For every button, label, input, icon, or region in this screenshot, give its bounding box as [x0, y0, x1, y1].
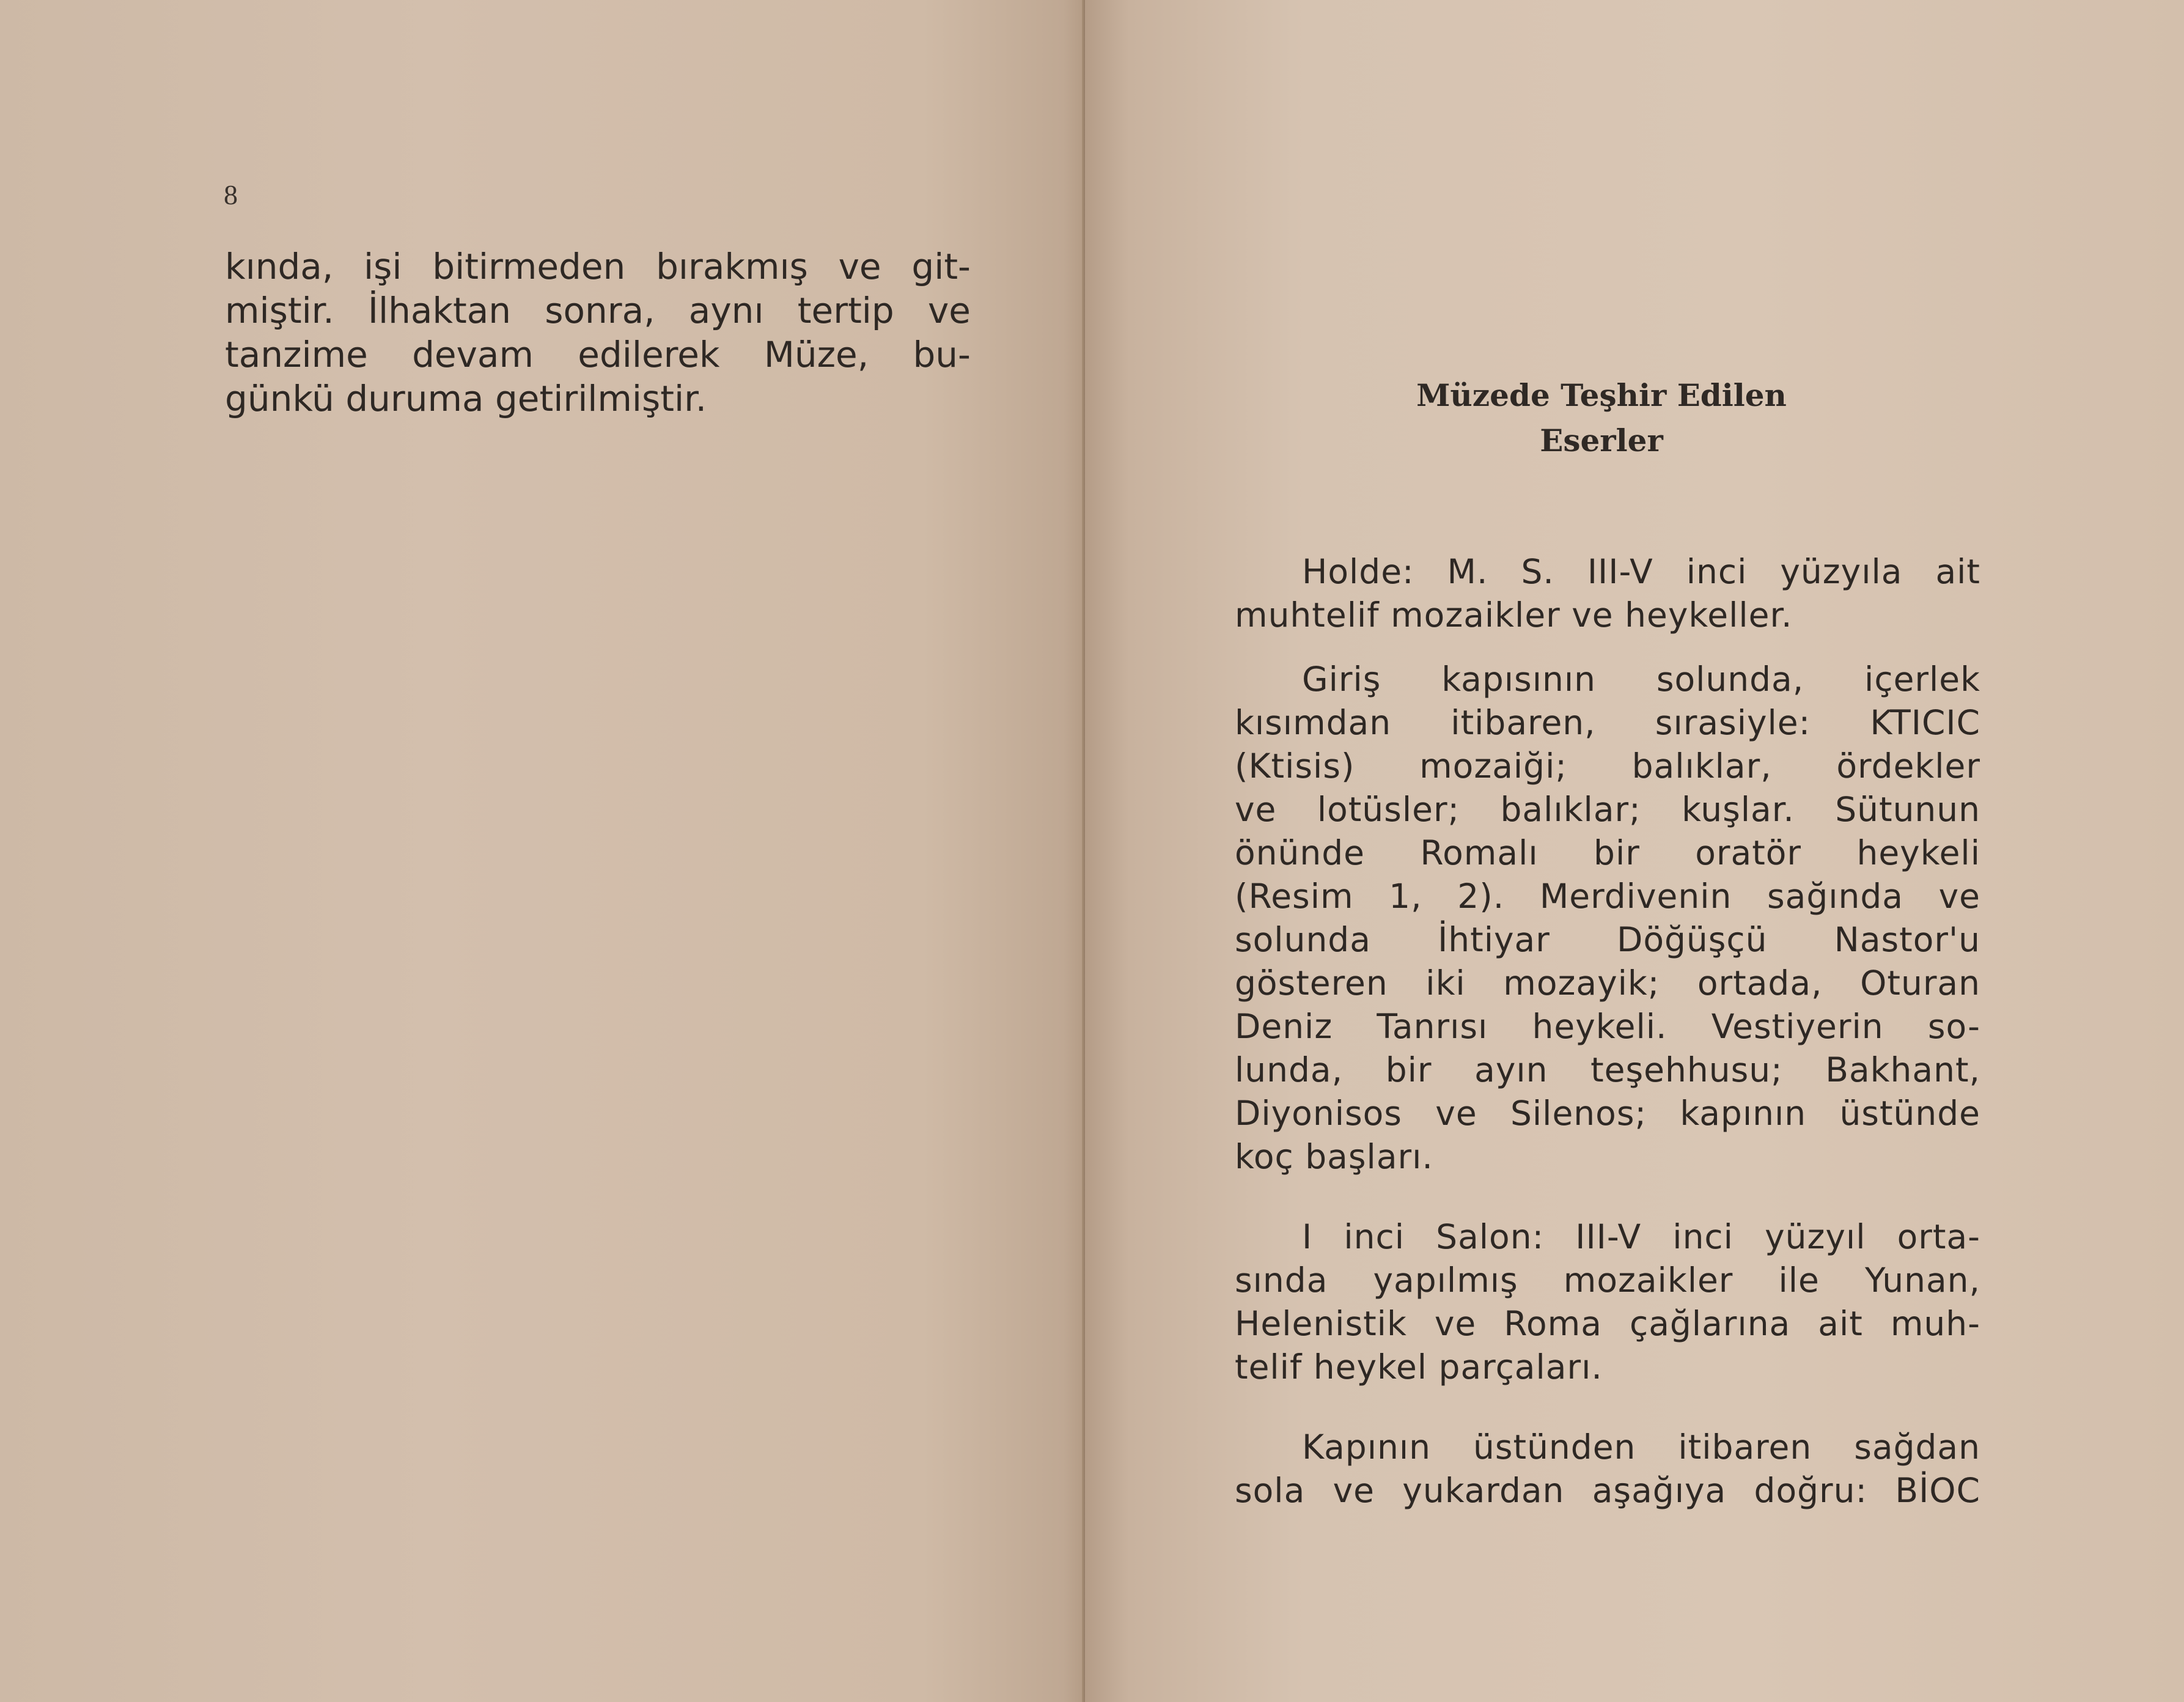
text-line: telif heykel parçaları. — [1235, 1347, 1603, 1387]
paragraph-giris — [1235, 658, 1980, 1179]
text-line: Giriş kapısının solunda, içerlek — [1302, 660, 1980, 699]
text-line: muhtelif mozaikler ve heykeller. — [1235, 595, 1793, 635]
text-line: kısımdan itibaren, sırasiyle: KTICIC — [1235, 703, 1980, 742]
paragraph-holde — [1235, 550, 1980, 637]
left-page-text — [225, 245, 971, 421]
text-line: Holde: M. S. III-V inci yüzyıla ait — [1302, 552, 1980, 591]
text-line: lunda, bir ayın teşehhusu; Bakhant, — [1235, 1050, 1980, 1089]
text-line: sında yapılmış mozaikler ile Yunan, — [1235, 1261, 1980, 1300]
section-heading — [1357, 373, 1846, 463]
text-line: (Resim 1, 2). Merdivenin sağında ve — [1235, 877, 1980, 916]
text-line: sola ve yukardan aşağıya doğru: BİOC — [1235, 1471, 1980, 1510]
text-line: günkü duruma getirilmiştir. — [225, 378, 707, 419]
heading-line: Müzede Teşhir Edilen — [1416, 377, 1787, 413]
text-line: I inci Salon: III-V inci yüzyıl orta- — [1302, 1217, 1980, 1256]
text-line: tanzime devam edilerek Müze, bu- — [225, 334, 971, 375]
right-page-text — [1235, 550, 1980, 1533]
text-line: Diyonisos ve Silenos; kapının üstünde — [1235, 1094, 1980, 1133]
text-line: gösteren iki mozayik; ortada, Oturan — [1235, 963, 1980, 1003]
text-line: solunda İhtiyar Döğüşçü Nastor'u — [1235, 920, 1980, 959]
text-line: miştir. İlhaktan sonra, aynı tertip ve — [225, 290, 971, 331]
paragraph-salon — [1235, 1215, 1980, 1389]
text-line: önünde Romalı bir oratör heykeli — [1235, 833, 1980, 872]
text-line: Helenistik ve Roma çağlarına ait muh- — [1235, 1304, 1980, 1343]
text-line: ve lotüsler; balıklar; kuşlar. Sütunun — [1235, 790, 1980, 829]
text-line: koç başları. — [1235, 1137, 1433, 1176]
page-number: 8 — [224, 179, 238, 210]
text-line: (Ktisis) mozaiği; balıklar, ördekler — [1235, 746, 1980, 786]
heading-line: Eserler — [1540, 422, 1663, 459]
text-line: Deniz Tanrısı heykeli. Vestiyerin so- — [1235, 1007, 1980, 1046]
paragraph-kapinin — [1235, 1426, 1980, 1512]
text-line: kında, işi bitirmeden bırakmış ve git- — [225, 246, 971, 287]
text-line: Kapının üstünden itibaren sağdan — [1302, 1428, 1980, 1467]
left-page — [0, 0, 1085, 1702]
